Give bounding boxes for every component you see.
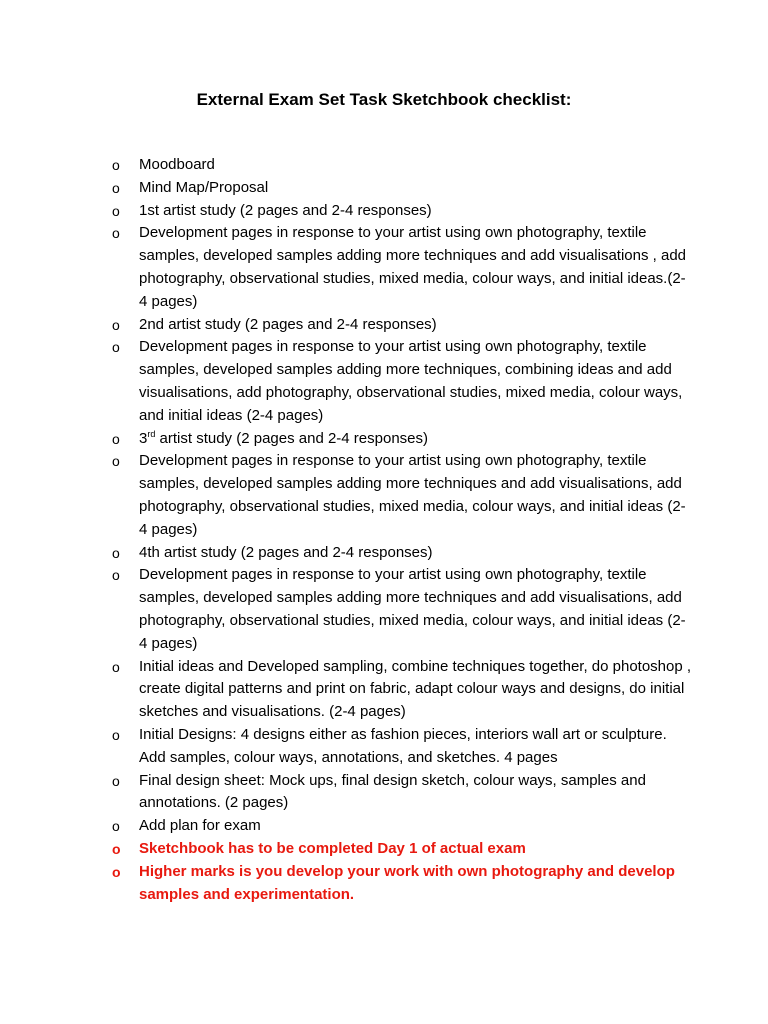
checklist-item-text: Initial ideas and Developed sampling, combine techniques together, do photoshop , create digital patterns and print on fabric, adapt colour ways and designs, do initial sketches and visualisations. (2-4 pages) xyxy=(139,657,692,721)
checklist-item xyxy=(112,428,692,451)
bullet-circle-icon: o xyxy=(112,157,120,173)
page-title: External Exam Set Task Sketchbook checklist: xyxy=(196,90,572,109)
checklist-item xyxy=(112,336,692,427)
checklist-item-text: Moodboard xyxy=(139,156,215,173)
checklist-item xyxy=(112,314,692,337)
checklist-item-text: Development pages in response to your artist using own photography, textile samples, developed samples adding more techniques, combining ideas and add visualisations, add photography, observational studies, mixed media, colour ways, and initial ideas (2-4 pages) xyxy=(139,338,683,424)
bullet-circle-icon: o xyxy=(112,840,121,857)
checklist xyxy=(112,154,692,906)
bullet-circle-icon: o xyxy=(112,316,120,333)
item-rest-text: artist study (2 pages and 2-4 responses) xyxy=(155,429,429,447)
checklist-item-text: Initial Designs: 4 designs either as fashion pieces, interiors wall art or sculpture. Add samples, colour ways, annotations, and sketches. 4 pages xyxy=(139,725,667,766)
checklist-item-text: Mind Map/Proposal xyxy=(139,178,269,196)
checklist-item-text: Development pages in response to your artist using own photography, textile samples, developed samples adding more techniques and add visualisations , add photography, observational studies, mixed media, colour ways, and initial ideas.(2-4 pages) xyxy=(139,224,687,310)
bullet-circle-icon: o xyxy=(112,453,120,470)
bullet-circle-icon: o xyxy=(112,225,120,242)
checklist-item xyxy=(112,724,692,770)
checklist-item-text: 1st artist study (2 pages and 2-4 responses) xyxy=(139,201,432,219)
checklist-item xyxy=(112,564,692,655)
bullet-circle-icon: o xyxy=(112,339,120,356)
checklist-item xyxy=(112,222,692,313)
bullet-circle-icon: o xyxy=(112,726,120,743)
bullet-circle-icon: o xyxy=(112,202,120,219)
ordinal-suffix: rd xyxy=(147,428,156,439)
bullet-circle-icon: o xyxy=(112,818,120,835)
checklist-item xyxy=(112,656,692,724)
checklist-item-text: Sketchbook has to be completed Day 1 of actual exam xyxy=(139,839,526,857)
checklist-item xyxy=(112,770,692,816)
bullet-circle-icon: o xyxy=(112,544,120,561)
bullet-circle-icon: o xyxy=(112,772,120,789)
checklist-item-important xyxy=(112,861,692,907)
checklist-item xyxy=(112,154,692,177)
checklist-item-text: Development pages in response to your artist using own photography, textile samples, developed samples adding more techniques and add visualisations, add photography, observational studies, mixed media, colour ways, and initial ideas (2-4 pages) xyxy=(139,452,686,538)
checklist-item xyxy=(112,815,692,838)
bullet-circle-icon: o xyxy=(112,863,121,880)
checklist-item xyxy=(112,450,692,541)
checklist-item-text xyxy=(139,430,428,447)
checklist-item-text: Higher marks is you develop your work with own photography and develop samples and experimentation. xyxy=(139,862,675,903)
item-number: 3 xyxy=(139,429,148,447)
checklist-item xyxy=(112,177,692,200)
checklist-item-text: 4th artist study (2 pages and 2-4 responses) xyxy=(139,543,433,561)
checklist-item-text: Add plan for exam xyxy=(139,817,261,835)
checklist-item xyxy=(112,200,692,223)
bullet-circle-icon: o xyxy=(112,430,120,447)
bullet-circle-icon: o xyxy=(112,658,120,675)
checklist-item-text: Final design sheet: Mock ups, final design sketch, colour ways, samples and annotations. (2 pages) xyxy=(139,771,646,812)
bullet-circle-icon: o xyxy=(112,179,120,196)
checklist-item-text: Development pages in response to your artist using own photography, textile samples, developed samples adding more techniques and add visualisations, add photography, observational studies, mixed media, colour ways, and initial ideas (2-4 pages) xyxy=(139,566,686,652)
checklist-item xyxy=(112,542,692,565)
bullet-circle-icon: o xyxy=(112,567,120,584)
checklist-item-important xyxy=(112,838,692,861)
checklist-item-text: 2nd artist study (2 pages and 2-4 responses) xyxy=(139,315,437,333)
